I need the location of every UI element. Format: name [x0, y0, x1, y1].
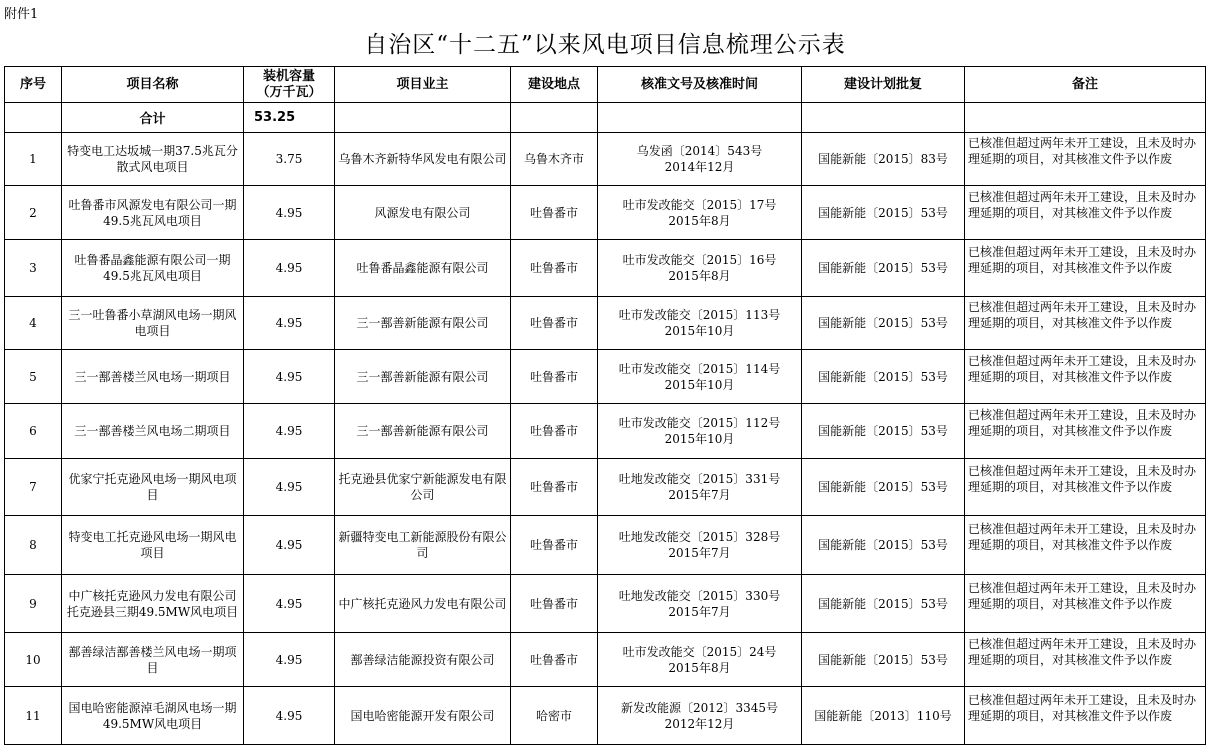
row-capacity: 4.95: [244, 516, 335, 575]
row-approval: [598, 186, 802, 240]
attachment-label: 附件1: [4, 7, 39, 22]
row-seq: 5: [5, 350, 62, 404]
row-approval-date: 2015年10月: [664, 324, 735, 338]
row-owner: 风源发电有限公司: [335, 186, 511, 240]
table-row: [5, 516, 1206, 575]
row-remark: [965, 633, 1206, 687]
row-remark-text: 已核准但超过两年未开工建设，且未及时办理延期的项目，对其核准文件予以作废: [968, 408, 1197, 438]
row-capacity: 4.95: [244, 459, 335, 516]
row-location: 吐鲁番市: [511, 240, 598, 297]
row-plan: 国能新能〔2015〕53号: [802, 240, 965, 297]
table-row: [5, 133, 1206, 186]
row-project-name: 吐鲁番晶鑫能源有限公司一期49.5兆瓦风电项目: [62, 240, 244, 297]
row-remark: [965, 459, 1206, 516]
header-capacity: [244, 67, 335, 103]
table-row: [5, 350, 1206, 404]
row-approval: [598, 516, 802, 575]
row-plan: 国能新能〔2015〕83号: [802, 133, 965, 186]
row-remark-text: 已核准但超过两年未开工建设，且未及时办理延期的项目，对其核准文件予以作废: [968, 636, 1197, 667]
header-capacity-line2: （万千瓦）: [256, 84, 322, 100]
total-approval: [598, 103, 802, 133]
total-seq: [5, 103, 62, 133]
row-approval: [598, 404, 802, 459]
row-project-name: 鄯善绿洁鄯善楼兰风电场一期项目: [62, 633, 244, 687]
row-remark: [965, 297, 1206, 350]
row-approval-number: 吐地发改能交〔2015〕328号: [618, 530, 781, 544]
row-approval-date: 2015年8月: [668, 269, 731, 283]
row-remark-text: 已核准但超过两年未开工建设，且未及时办理延期的项目，对其核准文件予以作废: [968, 136, 1197, 166]
row-seq: 2: [5, 186, 62, 240]
row-owner: 鄯善绿洁能源投资有限公司: [335, 633, 511, 687]
row-approval-date: 2015年8月: [668, 660, 731, 675]
row-remark: [965, 186, 1206, 240]
row-remark-text: 已核准但超过两年未开工建设，且未及时办理延期的项目，对其核准文件予以作废: [968, 580, 1197, 611]
header-location: 建设地点: [511, 67, 598, 103]
row-owner: 托克逊县优家宁新能源发电有限公司: [335, 459, 511, 516]
project-table: [4, 66, 1206, 745]
row-approval: [598, 687, 802, 745]
row-approval-date: 2014年12月: [664, 160, 735, 174]
row-seq: 1: [5, 133, 62, 186]
row-project-name: 三一鄯善楼兰风电场二期项目: [62, 404, 244, 459]
row-approval-number: 新发改能源〔2012〕3345号: [620, 700, 779, 715]
row-project-name: 优家宁托克逊风电场一期风电项目: [62, 459, 244, 516]
row-remark-text: 已核准但超过两年未开工建设，且未及时办理延期的项目，对其核准文件予以作废: [968, 353, 1197, 384]
row-capacity: 4.95: [244, 404, 335, 459]
row-approval: [598, 297, 802, 350]
row-plan: 国能新能〔2015〕53号: [802, 516, 965, 575]
total-label: 合计: [62, 103, 244, 133]
row-remark-text: 已核准但超过两年未开工建设，且未及时办理延期的项目，对其核准文件予以作废: [968, 245, 1197, 275]
row-project-name: 国电哈密能源淖毛湖风电场一期49.5MW风电项目: [62, 687, 244, 745]
row-approval: [598, 133, 802, 186]
table-row: [5, 687, 1206, 745]
row-owner: 三一鄯善新能源有限公司: [335, 297, 511, 350]
row-approval-date: 2012年12月: [664, 716, 735, 731]
total-plan: [802, 103, 965, 133]
row-location: 吐鲁番市: [511, 350, 598, 404]
row-approval-number: 乌发函〔2014〕543号: [636, 144, 763, 158]
total-owner: [335, 103, 511, 133]
row-remark-text: 已核准但超过两年未开工建设，且未及时办理延期的项目，对其核准文件予以作废: [968, 464, 1197, 494]
row-approval-number: 吐市发改能交〔2015〕16号: [622, 253, 777, 267]
document-title: 自治区“十二五”以来风电项目信息梳理公示表: [364, 32, 846, 58]
row-capacity: 4.95: [244, 186, 335, 240]
row-owner: 三一鄯善新能源有限公司: [335, 350, 511, 404]
row-approval: [598, 350, 802, 404]
table-row: [5, 240, 1206, 297]
row-project-name: 吐鲁番市风源发电有限公司一期49.5兆瓦风电项目: [62, 186, 244, 240]
row-capacity: 4.95: [244, 297, 335, 350]
row-seq: 8: [5, 516, 62, 575]
table-row: [5, 404, 1206, 459]
row-plan: 国能新能〔2015〕53号: [802, 350, 965, 404]
row-remark: [965, 350, 1206, 404]
table-row: [5, 297, 1206, 350]
row-capacity: 4.95: [244, 350, 335, 404]
row-owner: 新疆特变电工新能源股份有限公司: [335, 516, 511, 575]
row-project-name: 中广核托克逊风力发电有限公司托克逊县三期49.5MW风电项目: [62, 575, 244, 633]
table-row: [5, 459, 1206, 516]
row-location: 吐鲁番市: [511, 459, 598, 516]
header-approval: 核准文号及核准时间: [598, 67, 802, 103]
row-seq: 7: [5, 459, 62, 516]
row-project-name: 三一鄯善楼兰风电场一期项目: [62, 350, 244, 404]
row-approval-number: 吐地发改能交〔2015〕330号: [618, 588, 781, 603]
header-capacity-line1: 装机容量: [262, 68, 315, 84]
row-approval-date: 2015年7月: [668, 604, 731, 619]
row-remark-text: 已核准但超过两年未开工建设，且未及时办理延期的项目，对其核准文件予以作废: [968, 300, 1197, 330]
header-seq: 序号: [5, 67, 62, 103]
row-remark: [965, 240, 1206, 297]
row-capacity: 4.95: [244, 240, 335, 297]
row-plan: 国能新能〔2015〕53号: [802, 633, 965, 687]
row-seq: 3: [5, 240, 62, 297]
row-location: 乌鲁木齐市: [511, 133, 598, 186]
table-row: [5, 633, 1206, 687]
row-remark: [965, 575, 1206, 633]
row-owner: 中广核托克逊风力发电有限公司: [335, 575, 511, 633]
row-approval-date: 2015年10月: [664, 432, 735, 446]
row-capacity: 4.95: [244, 575, 335, 633]
row-plan: 国能新能〔2015〕53号: [802, 459, 965, 516]
row-seq: 9: [5, 575, 62, 633]
row-approval-date: 2015年10月: [664, 377, 735, 392]
row-remark-text: 已核准但超过两年未开工建设，且未及时办理延期的项目，对其核准文件予以作废: [968, 522, 1197, 552]
row-remark-text: 已核准但超过两年未开工建设，且未及时办理延期的项目，对其核准文件予以作废: [968, 189, 1197, 220]
total-row: [5, 103, 1206, 133]
row-plan: 国能新能〔2015〕53号: [802, 186, 965, 240]
row-approval-date: 2015年7月: [668, 546, 731, 560]
row-location: 吐鲁番市: [511, 404, 598, 459]
row-location: 吐鲁番市: [511, 575, 598, 633]
header-owner: 项目业主: [335, 67, 511, 103]
total-location: [511, 103, 598, 133]
row-plan: 国能新能〔2013〕110号: [802, 687, 965, 745]
row-plan: 国能新能〔2015〕53号: [802, 404, 965, 459]
row-plan: 国能新能〔2015〕53号: [802, 575, 965, 633]
row-approval-number: 吐市发改能交〔2015〕113号: [618, 308, 781, 322]
row-approval: [598, 575, 802, 633]
row-capacity: 4.95: [244, 687, 335, 745]
header-remark: 备注: [965, 67, 1206, 103]
row-project-name: 三一吐鲁番小草湖风电场一期风电项目: [62, 297, 244, 350]
row-approval-date: 2015年7月: [668, 488, 731, 502]
row-project-name: 特变电工托克逊风电场一期风电项目: [62, 516, 244, 575]
row-remark: [965, 516, 1206, 575]
row-plan: 国能新能〔2015〕53号: [802, 297, 965, 350]
row-approval-number: 吐地发改能交〔2015〕331号: [618, 472, 781, 486]
row-approval-number: 吐市发改能交〔2015〕112号: [618, 416, 781, 430]
header-name: 项目名称: [62, 67, 244, 103]
row-approval: [598, 459, 802, 516]
row-project-name: 特变电工达坂城一期37.5兆瓦分散式风电项目: [62, 133, 244, 186]
row-seq: 6: [5, 404, 62, 459]
row-approval: [598, 240, 802, 297]
row-owner: 国电哈密能源开发有限公司: [335, 687, 511, 745]
row-approval: [598, 633, 802, 687]
row-owner: 三一鄯善新能源有限公司: [335, 404, 511, 459]
row-capacity: 4.95: [244, 633, 335, 687]
row-location: 哈密市: [511, 687, 598, 745]
header-plan: 建设计划批复: [802, 67, 965, 103]
row-approval-date: 2015年8月: [668, 213, 731, 228]
row-seq: 4: [5, 297, 62, 350]
row-location: 吐鲁番市: [511, 186, 598, 240]
row-remark-text: 已核准但超过两年未开工建设，且未及时办理延期的项目，对其核准文件予以作废: [968, 692, 1197, 723]
row-approval-number: 吐市发改能交〔2015〕114号: [618, 361, 781, 376]
row-owner: 吐鲁番晶鑫能源有限公司: [335, 240, 511, 297]
row-seq: 10: [5, 633, 62, 687]
row-location: 吐鲁番市: [511, 516, 598, 575]
table-row: [5, 186, 1206, 240]
row-seq: 11: [5, 687, 62, 745]
header-row: [5, 67, 1206, 103]
row-remark: [965, 404, 1206, 459]
total-capacity: 53.25: [244, 103, 335, 133]
row-owner: 乌鲁木齐新特华风发电有限公司: [335, 133, 511, 186]
row-remark: [965, 133, 1206, 186]
row-location: 吐鲁番市: [511, 297, 598, 350]
table-row: [5, 575, 1206, 633]
row-approval-number: 吐市发改能交〔2015〕24号: [622, 644, 777, 659]
row-capacity: 3.75: [244, 133, 335, 186]
total-remark: [965, 103, 1206, 133]
row-remark: [965, 687, 1206, 745]
row-approval-number: 吐市发改能交〔2015〕17号: [622, 197, 777, 212]
row-location: 吐鲁番市: [511, 633, 598, 687]
